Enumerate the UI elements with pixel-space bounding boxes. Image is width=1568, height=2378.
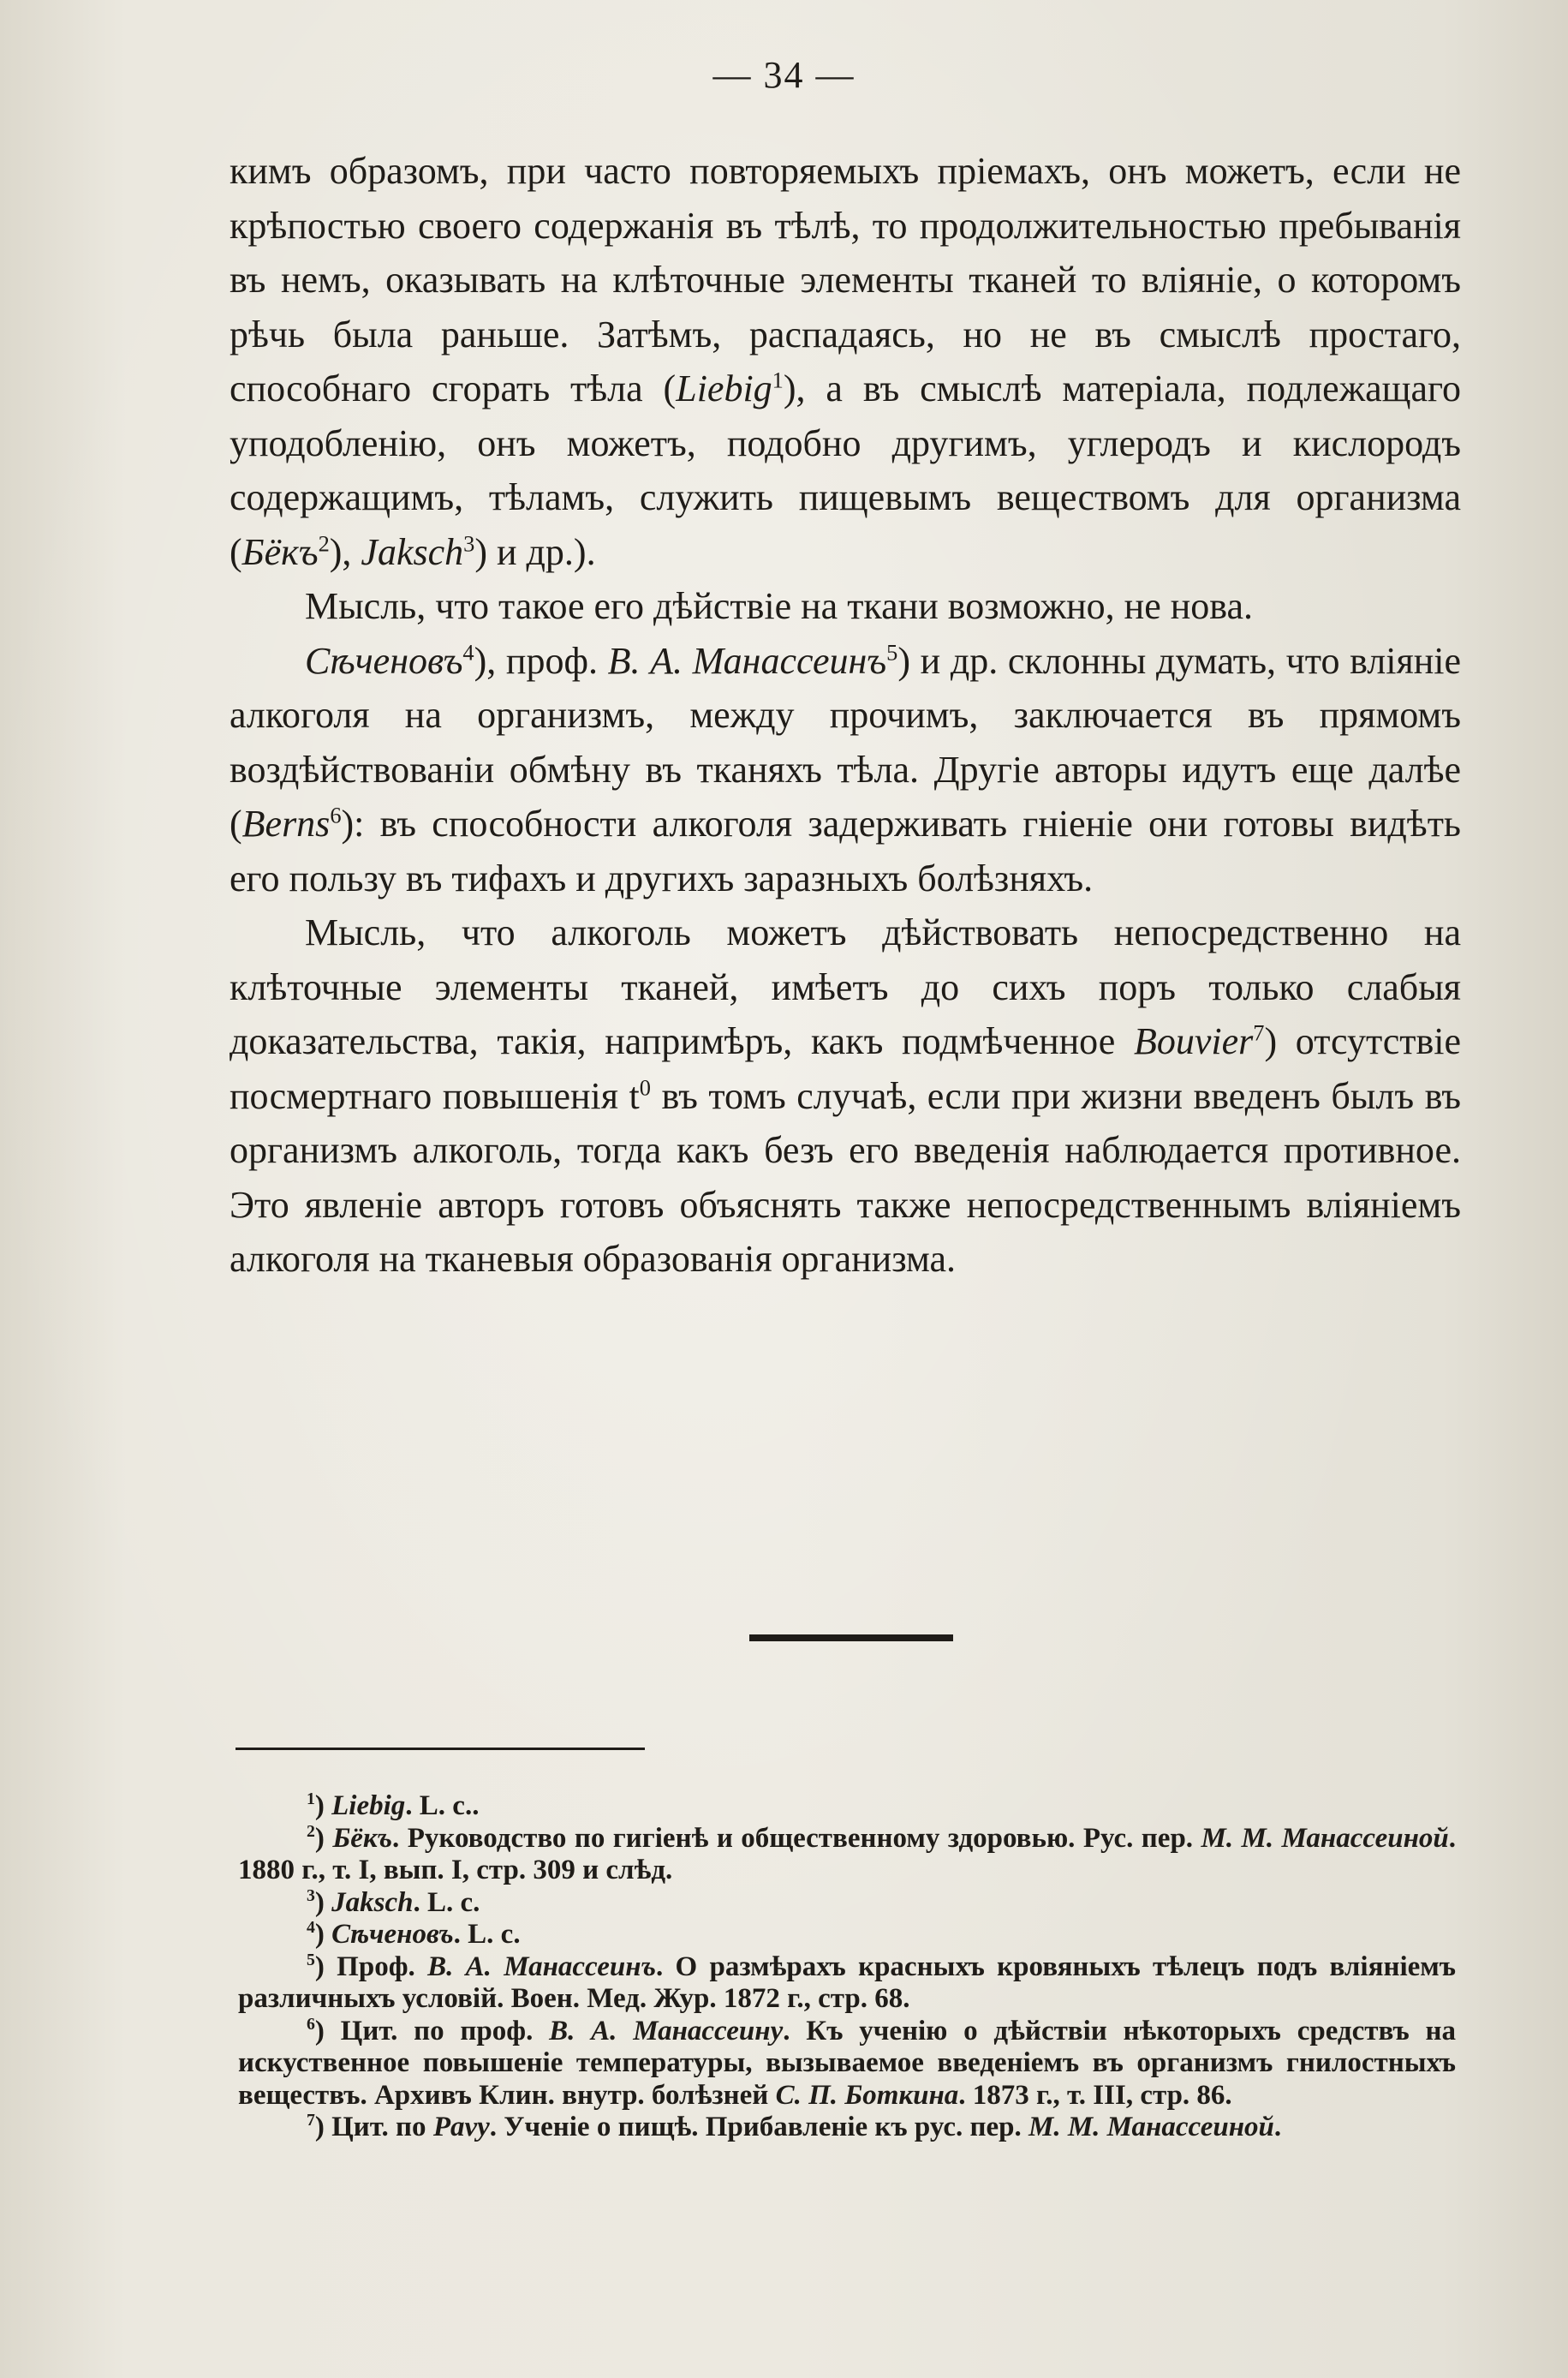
text-run: . 1873 г., т. III, стр. 86. (958, 2079, 1232, 2111)
text-run: . (1273, 2112, 1282, 2142)
text-run: . Къ ученію о дѣйствіи нѣкоторыхъ средствъ на искуственное повышеніе температуры, вызываемое введеніемъ въ организмъ гнилостныхъ веществъ. Архивъ Клин. внутр. болѣзней (238, 2015, 1456, 2111)
text-run: ) (314, 1790, 332, 1821)
italic-text: Сѣченовъ (331, 1919, 454, 1950)
footnote-7 (238, 2112, 1456, 2144)
paragraph-3 (230, 634, 1461, 906)
paragraph-2 (230, 579, 1461, 634)
text-run: ): въ способности алкоголя задерживать гніеніе они готовы видѣть его пользу въ тифахъ и другихъ заразныхъ болѣзняхъ. (230, 803, 1461, 899)
note-marker: 6 (307, 2014, 315, 2034)
italic-text: Pavy (432, 2112, 490, 2142)
footnote-6 (238, 2016, 1456, 2112)
section-separator (749, 1634, 953, 1641)
note-marker: 7 (307, 2111, 315, 2130)
text-run: ), проф. (474, 639, 608, 682)
text-run: ) (314, 1919, 332, 1950)
italic-text: Бёкъ (332, 1822, 393, 1854)
text-run: Мысль, что такое его дѣйствіе на ткани возможно, не нова. (305, 585, 1254, 627)
note-marker: 3 (463, 529, 475, 556)
text-run: кимъ образомъ, при часто повторяемыхъ пріемахъ, онъ можетъ, если не крѣпостью своего содержанія въ тѣлѣ, то продолжительностью пребыванія въ немъ, оказывать на клѣточные элементы тканей то вліяніе, о которомъ рѣчь была раньше. Затѣмъ, распадаясь, но не въ смыслѣ простаго, способнаго сгорать тѣла ( (230, 150, 1461, 409)
footnote-2 (238, 1823, 1456, 1887)
italic-text: Jaksch (331, 1886, 414, 1918)
note-marker: 1 (772, 367, 784, 393)
italic-text: В. А. Манассеину (549, 2015, 784, 2046)
text-run: . О размѣрахъ красныхъ кровяныхъ тѣлецъ подъ вліяніемъ различныхъ условій. Воен. Мед. Жур. 1872 г., стр. 68. (238, 1951, 1456, 2014)
note-marker: 2 (318, 529, 330, 556)
text-run: . 1880 г., т. I, вып. I, стр. 309 и слѣд. (238, 1822, 1456, 1885)
main-text (230, 144, 1461, 1287)
text-run: . L. c.. (405, 1790, 480, 1821)
italic-text: Сѣченовъ (305, 639, 463, 682)
italic-text: В. А. Манассеинъ (427, 1951, 656, 1982)
text-run: ) (314, 1822, 333, 1854)
text-run: Мысль, что алкоголь можетъ дѣйствовать непосредственно на клѣточные элементы тканей, имѣетъ до сихъ поръ только слабыя доказательства, такія, напримѣръ, какъ подмѣченное (230, 911, 1461, 1062)
italic-text: Jaksch (361, 530, 464, 573)
text-run: . Руководство по гигіенѣ и общественному здоровью. Рус. пер. (392, 1822, 1201, 1854)
note-marker: 0 (639, 1073, 651, 1100)
text-run: . L. c. (453, 1919, 521, 1950)
text-run: ), а въ смыслѣ матеріала, подлежащаго уподобленію, онъ можетъ, подобно другимъ, углеродъ и кислородъ содержащимъ, тѣламъ, служить пищевымъ веществомъ для организма ( (230, 367, 1462, 573)
text-run: ) Проф. (314, 1951, 428, 1982)
italic-text: Bouvier (1133, 1020, 1254, 1062)
footnote-4 (238, 1919, 1456, 1951)
text-run: . L. c. (413, 1886, 480, 1918)
footnote-rule (235, 1748, 645, 1750)
text-run: ) отсутствіе посмертнаго повышенія t (230, 1020, 1461, 1117)
note-marker: 1 (307, 1789, 315, 1808)
note-marker: 6 (330, 802, 342, 828)
note-marker: 4 (307, 1918, 315, 1937)
note-marker: 3 (307, 1885, 315, 1905)
text-run: ) и др.). (474, 530, 596, 573)
italic-text: С. П. Боткина (775, 2079, 959, 2111)
italic-text: Liebig (676, 367, 772, 409)
footnote-5 (238, 1951, 1456, 2016)
note-marker: 5 (886, 638, 898, 665)
text-run: ), (329, 530, 361, 573)
note-marker: 5 (307, 1950, 315, 1969)
italic-text: Berns (241, 803, 331, 845)
text-run: въ томъ случаѣ, если при жизни введенъ былъ въ организмъ алкоголь, тогда какъ безъ его введенія наблюдается противное. Это явленіе авторъ готовъ объяснять также непосредственнымъ вліяніемъ алкоголя на тканевыя образованія организма. (230, 1074, 1462, 1280)
text-run: ) (314, 1886, 332, 1918)
italic-text: Бёкъ (241, 530, 319, 573)
text-run: ) и др. склонны думать, что вліяніе алкоголя на организмъ, между прочимъ, заключается въ прямомъ воздѣйствованіи обмѣну въ тканяхъ тѣла. Другіе авторы идутъ еще далѣе ( (230, 639, 1461, 845)
note-marker: 7 (1253, 1019, 1265, 1046)
italic-text: Liebig (331, 1790, 406, 1821)
paragraph-1 (230, 144, 1461, 579)
text-run: ) Цит. по проф. (314, 2015, 550, 2046)
italic-text: М. М. Манассеиной (1201, 1822, 1449, 1854)
note-marker: 4 (462, 638, 474, 665)
text-run: . Ученіе о пищѣ. Прибавленіе къ рус. пер. (489, 2112, 1028, 2142)
footnote-3 (238, 1887, 1456, 1920)
footnote-1 (238, 1790, 1456, 1823)
text-run: ) Цит. по (314, 2112, 433, 2142)
italic-text: М. М. Манассеиной (1028, 2112, 1274, 2142)
footnotes (238, 1790, 1456, 2144)
italic-text: В. А. Манассеинъ (607, 639, 887, 682)
page-number: — 34 — (712, 54, 856, 96)
note-marker: 2 (307, 1821, 315, 1841)
paragraph-4 (230, 905, 1461, 1287)
